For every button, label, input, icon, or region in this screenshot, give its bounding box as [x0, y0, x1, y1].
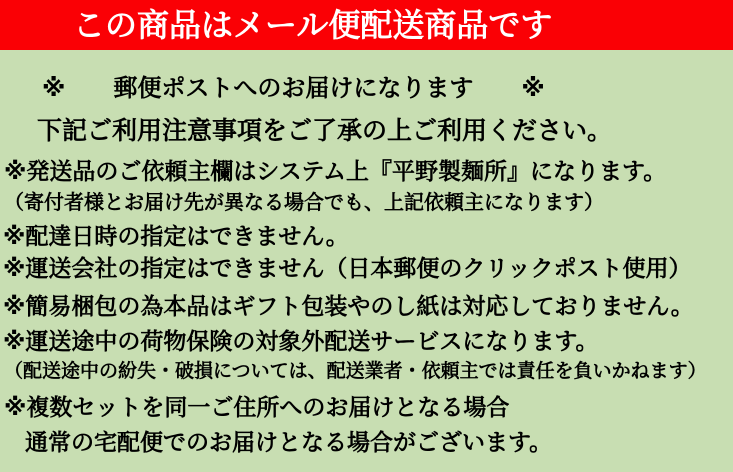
line-no-giftwrap: ※簡易梱包の為本品はギフト包装やのし紙は対応しておりません。 [3, 292, 694, 319]
line-no-insurance: ※運送途中の荷物保険の対象外配送サービスになります。 [3, 327, 599, 354]
notice-body [0, 76, 733, 455]
line-sender-name: ※発送品のご依頼主欄はシステム上『平野製麺所』になります。 [4, 157, 667, 184]
line-postbox-delivery: ※ 郵便ポストへのお届けになります ※ [42, 75, 545, 102]
line-multiple-sets: ※複数セットを同一ご住所へのお届けとなる場合 [4, 394, 510, 421]
line-no-insurance-note: （配送途中の紛失・破損については、配送業者・依頼主では責任を負いかねます） [4, 360, 707, 382]
line-sender-name-note: （寄付者様とお届け先が異なる場合でも、上記依頼主になります） [4, 191, 604, 214]
mail-delivery-banner [0, 0, 733, 50]
banner-title: この商品はメール便配送商品です [73, 7, 553, 43]
line-no-carrier-choice: ※運送会社の指定はできません（日本郵便のクリックポスト使用） [3, 255, 692, 282]
line-no-delivery-date: ※配達日時の指定はできません。 [3, 223, 349, 250]
line-read-terms: 下記ご利用注意事項をご了承の上ご利用ください。 [37, 116, 613, 145]
line-multiple-sets-cont: 通常の宅配便でのお届けとなる場合がございます。 [25, 428, 553, 455]
